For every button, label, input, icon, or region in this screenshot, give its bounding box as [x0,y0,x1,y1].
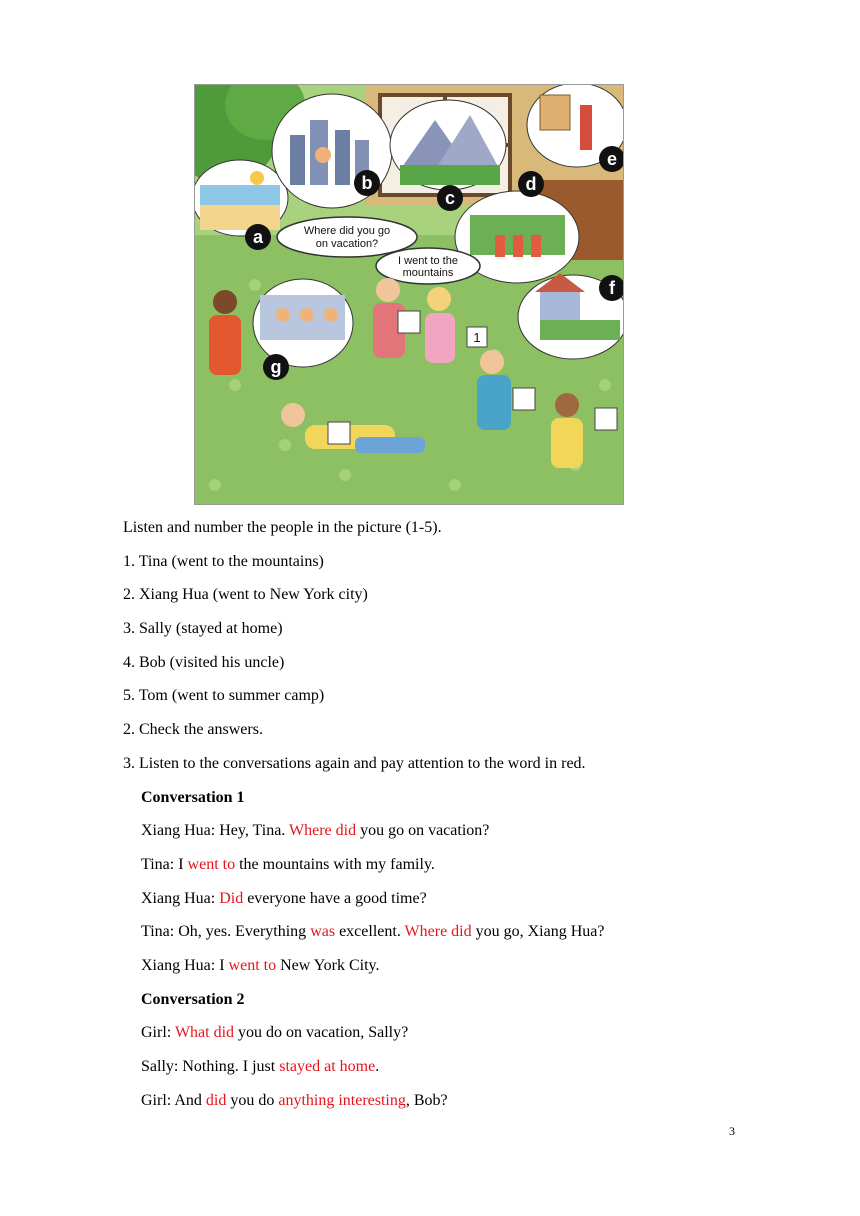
dialogue-text: you go, Xiang Hua? [471,923,605,941]
dialogue-text: everyone have a good time? [243,889,427,907]
dialogue-text: Xiang Hua: Hey, Tina. [141,822,289,840]
thought-bubble-beach [195,160,288,236]
thought-bubble-mountains [390,100,506,190]
dialogue-text: Girl: [141,1024,175,1042]
highlighted-word: What did [174,1024,235,1042]
letter-a: a [252,227,264,247]
dialogue-line [123,889,800,923]
dialogue-line [123,956,800,990]
highlighted-word: did [205,1091,227,1109]
page-number: 3 [729,1124,735,1138]
dialogue-text: the mountains with my family. [235,855,435,873]
dialogue-text: you do on vacation, Sally? [234,1024,409,1042]
dialogue-text: Tina: I [141,855,188,873]
dialogue-line [123,1023,800,1057]
highlighted-word: went to [228,956,277,974]
list-item: 2. Xiang Hua (went to New York city) [123,586,368,604]
list-item: 3. Sally (stayed at home) [123,620,283,638]
conversation-2-title: Conversation 2 [141,990,245,1008]
letter-e: e [606,149,618,169]
vacation-illustration [194,84,624,505]
dialogue-line [123,821,800,855]
letter-f: f [609,278,615,298]
highlighted-word: was [310,923,336,941]
list-item: 4. Bob (visited his uncle) [123,653,285,671]
conversation-1-title: Conversation 1 [141,788,245,806]
highlighted-word: stayed at home [279,1058,376,1075]
svg-text:I went to the: I went to the [398,255,458,267]
dialogue-line [123,1057,800,1091]
dialogue-line [123,922,800,956]
svg-text:mountains: mountains [402,267,454,279]
svg-text:Where did you go: Where did you go [303,225,391,237]
thought-bubble-family [253,279,353,367]
dialogue-text: Girl: And [141,1091,206,1109]
letter-b: b [361,173,373,193]
number-box-1: 1 [473,330,481,345]
dialogue-text: Xiang Hua: [141,889,220,907]
conversation-2 [123,1023,800,1124]
dialogue-line [123,1091,800,1125]
conversation-1 [123,821,800,989]
dialogue-text: you go on vacation? [356,822,490,840]
svg-text:on vacation?: on vacation? [315,238,379,250]
dialogue-text: , Bob? [405,1091,448,1109]
highlighted-word: Did [219,889,244,907]
dialogue-text: Tina: Oh, yes. Everything [141,923,311,941]
exercise-text [123,518,800,1124]
dialogue-line [123,855,800,889]
instruction: Listen and number the people in the picture (1-5). [123,519,442,536]
dialogue-text: New York City. [276,956,380,974]
dialogue-text: you do [226,1091,279,1109]
highlighted-word: Where did [289,822,357,840]
step-3: 3. Listen to the conversations again and pay attention to the word in red. [123,754,586,772]
step-2: 2. Check the answers. [123,721,263,739]
highlighted-word: anything interesting [278,1091,406,1109]
list-item: 1. Tina (went to the mountains) [123,552,324,570]
dialogue-text: . [375,1058,380,1075]
letter-g: g [270,357,282,377]
dialogue-text: Sally: Nothing. I just [141,1058,280,1075]
dialogue-text: Xiang Hua: I [141,956,229,974]
highlighted-word: went to [187,855,236,873]
letter-c: c [444,188,456,208]
dialogue-text: excellent. [335,923,405,941]
list-item: 5. Tom (went to summer camp) [123,687,325,705]
letter-d: d [525,174,537,194]
speech-bubble-question [277,217,417,257]
highlighted-word: Where did [404,923,472,941]
